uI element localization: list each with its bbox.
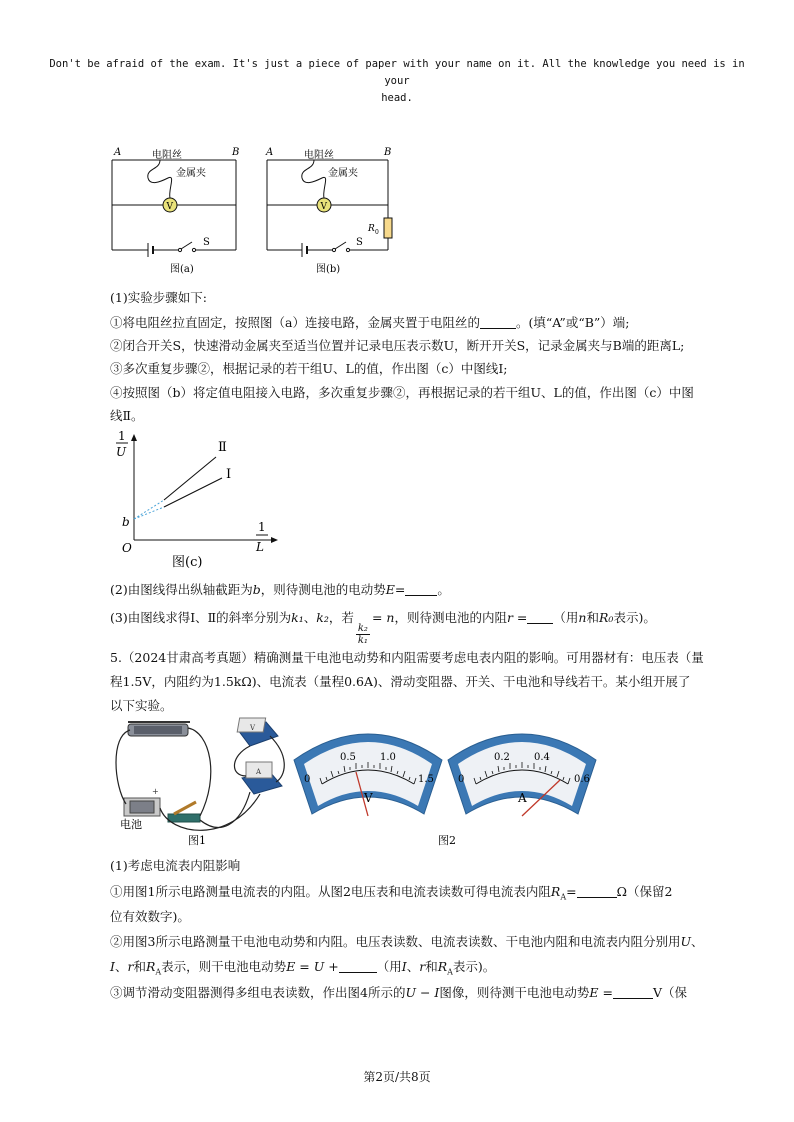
caption-a: 图(a) bbox=[170, 264, 194, 275]
circuit-diagram-a bbox=[108, 142, 248, 280]
switch-label: S bbox=[203, 237, 210, 248]
q5-step-2: ②用图3所示电路测量干电池电动势和内阻。电压表读数、电流表读数、干电池内阻和电流表内阻分别用U、 bbox=[110, 934, 704, 949]
clip-label: 金属夹 bbox=[328, 168, 358, 179]
q4-part-3: (3)由图线求得Ⅰ、Ⅱ的斜率分别为k₁、k₂，若 $\frac{\text{k₂}}{\text{k₁}}$ = n，则待测电池的内阻r = （用n和R₀表示)。 bbox=[110, 610, 656, 646]
q5-line-1: 5.（2024甘肃高考真题）精确测量干电池电动势和内阻需要考虑电表内阻的影响。可用器材有：电压表（量 bbox=[110, 650, 704, 665]
answer-blank-2[interactable] bbox=[405, 582, 437, 596]
resistor-sub: 0 bbox=[375, 229, 379, 236]
graph-c bbox=[112, 426, 284, 574]
intercept-label: b bbox=[122, 515, 130, 529]
answer-blank-1[interactable] bbox=[480, 315, 516, 329]
label-b: B bbox=[232, 147, 240, 158]
figure-2-caption: 图2 bbox=[438, 834, 456, 846]
line-1-label: Ⅰ bbox=[226, 467, 232, 482]
motto-line-2: head. bbox=[381, 92, 413, 104]
v-tick-0: 0 bbox=[304, 774, 311, 785]
y-label-num: 1 bbox=[118, 429, 126, 443]
v-tick-10: 1.0 bbox=[380, 752, 396, 763]
origin-label: O bbox=[122, 541, 132, 555]
q5-line-2: 程1.5V，内阻约为1.5kΩ)、电流表（量程0.6A)、滑动变阻器、开关、干电池和导线若干。某小组开展了 bbox=[110, 674, 691, 689]
q5-sub-1: (1)考虑电流表内阻影响 bbox=[110, 858, 241, 873]
v-tick-05: 0.5 bbox=[340, 752, 356, 763]
graph-caption: 图(c) bbox=[172, 555, 203, 570]
battery-device-icon bbox=[124, 787, 160, 816]
voltmeter-device-icon bbox=[237, 718, 278, 746]
resistor-icon bbox=[384, 218, 392, 238]
wire-label: 电阻丝 bbox=[304, 150, 334, 161]
line-2-extrapolation bbox=[134, 500, 164, 519]
clip-label: 金属夹 bbox=[176, 168, 206, 179]
circuit-diagram-b bbox=[262, 142, 402, 280]
step-3: ③多次重复步骤②，根据记录的若干组U、L的值，作出图（c）中图线Ⅰ; bbox=[110, 361, 508, 376]
svg-text:A: A bbox=[256, 768, 262, 776]
header-motto bbox=[40, 56, 754, 107]
a-tick-06: 0.6 bbox=[574, 774, 590, 785]
figure-1-caption: 图1 bbox=[188, 834, 206, 846]
step-4: ④按照图（b）将定值电阻接入电路，多次重复步骤②，再根据记录的若干组U、L的值，作出图（c）中图 bbox=[110, 385, 694, 400]
q5-line-3: 以下实验。 bbox=[110, 698, 173, 713]
a-tick-0: 0 bbox=[458, 774, 465, 785]
answer-blank-6[interactable] bbox=[613, 985, 653, 999]
label-b: B bbox=[384, 147, 392, 158]
resistor-label: R bbox=[368, 224, 375, 234]
switch-device-icon bbox=[168, 802, 200, 822]
v-symbol: V bbox=[364, 791, 373, 805]
metal-clip bbox=[302, 160, 326, 198]
line-1-extrapolation bbox=[134, 507, 164, 519]
voltmeter-symbol: V bbox=[320, 202, 327, 212]
y-label-den: U bbox=[116, 445, 127, 459]
x-label-num: 1 bbox=[258, 520, 266, 534]
answer-blank-4[interactable] bbox=[577, 884, 617, 898]
q4-part-2: (2)由图线得出纵轴截距为b，则待测电池的电动势E= 。 bbox=[110, 582, 450, 597]
switch-icon bbox=[181, 242, 192, 249]
a-tick-02: 0.2 bbox=[494, 752, 510, 763]
switch-icon bbox=[335, 242, 346, 249]
wire-label: 电阻丝 bbox=[152, 150, 182, 161]
ammeter-device-icon bbox=[242, 762, 282, 794]
a-tick-04: 0.4 bbox=[534, 752, 550, 763]
q5-step-1-cont: 位有效数字)。 bbox=[110, 909, 190, 924]
q5-step-2-cont: I、r和$R_A$表示，则干电池电动势E = U + （用I、r和$R_A$表示)。 bbox=[110, 959, 496, 977]
a-symbol: A bbox=[518, 791, 527, 805]
ammeter-face bbox=[448, 734, 596, 816]
label-a: A bbox=[266, 147, 274, 158]
voltmeter-symbol: V bbox=[166, 202, 173, 212]
q5-step-1: ①用图1所示电路测量电流表的内阻。从图2电压表和电流表读数可得电流表内阻$R_A= \Omega$（保留2 bbox=[110, 884, 673, 902]
step-1: ①将电阻丝拉直固定，按照图（a）连接电路，金属夹置于电阻丝的 。(填“A”或“B”）端; bbox=[110, 315, 630, 330]
battery-label: 电池 bbox=[120, 818, 142, 831]
label-a: A bbox=[114, 147, 122, 158]
page-number: 第2页/共8页 bbox=[363, 1070, 431, 1084]
line-2-label: Ⅱ bbox=[218, 440, 227, 455]
step-4-cont: 线Ⅱ。 bbox=[110, 408, 144, 423]
v-tick-15: 1.5 bbox=[418, 774, 434, 785]
answer-blank-3[interactable] bbox=[527, 610, 553, 624]
switch-label: S bbox=[356, 237, 363, 248]
x-label-den: L bbox=[256, 540, 264, 554]
step-2: ②闭合开关S，快速滑动金属夹至适当位置并记录电压表示数U，断开开关S，记录金属夹与B端的距离L; bbox=[110, 338, 685, 353]
svg-text:+: + bbox=[152, 787, 159, 796]
figure-2-meters bbox=[288, 716, 618, 846]
motto-line-1: Don't be afraid of the exam. It's just a piece of paper with your name on it. All the knowledge you need is in your bbox=[49, 58, 745, 87]
metal-clip bbox=[148, 160, 172, 198]
voltmeter-face bbox=[294, 734, 442, 816]
answer-blank-5[interactable] bbox=[339, 959, 377, 973]
caption-b: 图(b) bbox=[316, 264, 341, 275]
fraction: $\frac{\text{k₂}}{\text{k₁}}$ bbox=[357, 623, 368, 646]
figure-1-apparatus bbox=[110, 716, 288, 846]
q5-step-3: ③调节滑动变阻器测得多组电表读数，作出图4所示的U − I图像，则待测干电池电动势E = V（保 bbox=[110, 985, 687, 1000]
steps-title: (1)实验步骤如下: bbox=[110, 290, 207, 305]
svg-text:V: V bbox=[250, 724, 256, 732]
